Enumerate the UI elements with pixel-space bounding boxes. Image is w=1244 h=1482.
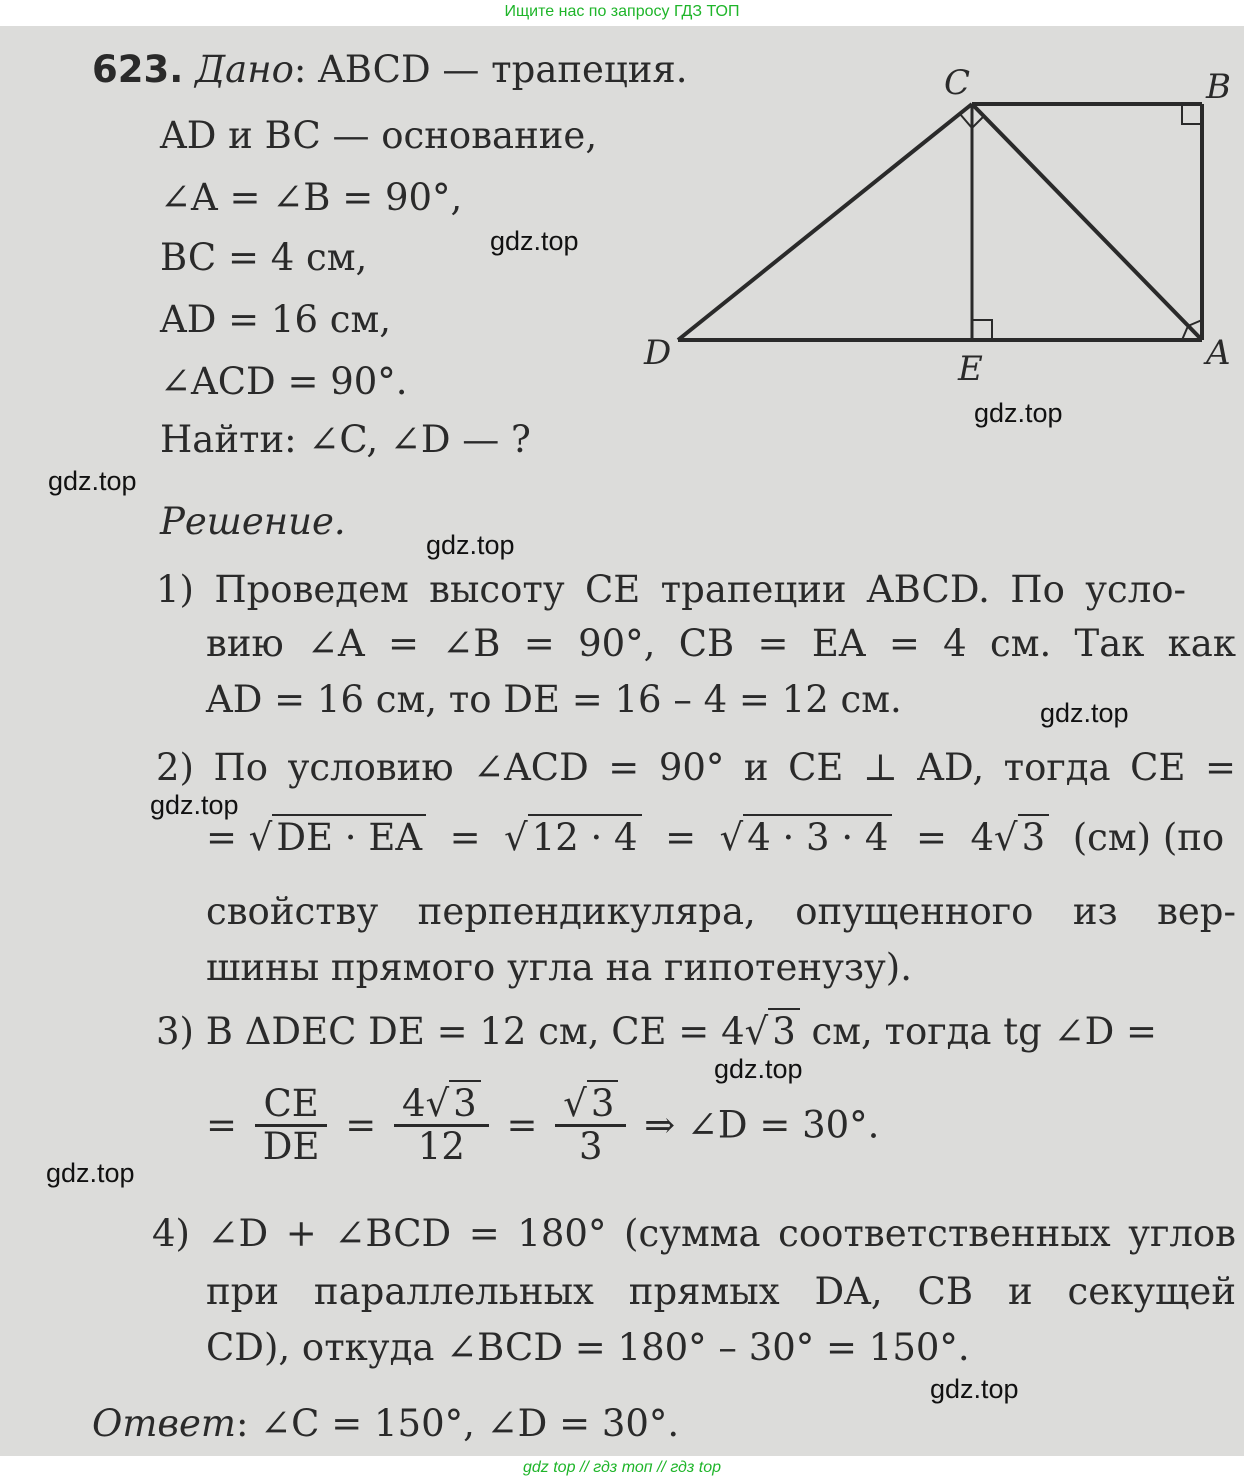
- top-banner: Ищите нас по запросу ГДЗ ТОП: [0, 0, 1244, 26]
- step4-line-1: 4) ∠D + ∠BCD = 180° (сумма соответственных углов: [152, 1212, 1236, 1255]
- watermark: gdz.top: [46, 1158, 135, 1188]
- vertex-label-b: B: [1206, 67, 1231, 107]
- step1-line-2: вию ∠A = ∠B = 90°, CB = EA = 4 см. Так как: [206, 622, 1236, 665]
- step3-line-1: 3) В ΔDEC DE = 12 см, CE = 4√ 3 см, тогда tg ∠D =: [156, 1010, 1157, 1053]
- fraction-4sqrt3-12: $\frac{4√ 3}{12}$: [394, 1084, 489, 1167]
- answer-label: Ответ: [92, 1402, 236, 1445]
- trapezoid-figure: [630, 46, 1244, 386]
- vertex-label-a: A: [1206, 333, 1231, 373]
- solution-heading: Решение.: [160, 500, 346, 543]
- bottom-banner: gdz top // гдз топ // гдз top: [0, 1456, 1244, 1482]
- step2-line-2: = √ DE · EA = √ 12 · 4 = √ 4 · 3 · 4 = 4√ 3 (см) (по: [206, 816, 1225, 859]
- fraction-ce-de: $\frac{CE}{DE}$: [255, 1084, 328, 1167]
- right-angle-mark-e: [972, 320, 992, 340]
- watermark: gdz.top: [426, 530, 515, 560]
- equals-sign: =: [206, 816, 238, 859]
- watermark: gdz.top: [930, 1374, 1019, 1404]
- watermark: gdz.top: [150, 790, 239, 820]
- find-line: Найти: ∠C, ∠D — ?: [160, 418, 531, 461]
- step1-line-3: AD = 16 см, то DE = 16 – 4 = 12 см.: [206, 678, 902, 721]
- watermark: gdz.top: [490, 226, 579, 256]
- sqrt-12-4: √ 12 · 4: [504, 816, 641, 860]
- diagonal-ca: [972, 104, 1202, 340]
- step2-line-1: 2) По условию ∠ACD = 90° и CE ⊥ AD, тогда CE =: [156, 746, 1236, 789]
- watermark: gdz.top: [974, 398, 1063, 428]
- answer-values: : ∠C = 150°, ∠D = 30°.: [235, 1402, 680, 1445]
- step2-line-2-tail: (см) (по: [1072, 816, 1225, 859]
- step4-line-3: CD), откуда ∠BCD = 180° – 30° = 150°.: [206, 1326, 970, 1369]
- result-coef: 4: [970, 816, 995, 859]
- given-line-5: ∠ACD = 90°.: [160, 360, 408, 403]
- step2-line-4: шины прямого угла на гипотенузу).: [206, 946, 912, 989]
- step3-line-2: = $\frac{CE}{DE}$ = $\frac{4√ 3}{12}$ = $\frac{√ 3}{3}$ ⇒ ∠D = 30°.: [206, 1082, 880, 1168]
- given-statement: : ABCD — трапеция.: [293, 48, 688, 91]
- watermark: gdz.top: [714, 1054, 803, 1084]
- step1-line-1: 1) Проведем высоту CE трапеции ABCD. По усло-: [156, 568, 1186, 611]
- sqrt-3-ce: √ 3: [745, 1010, 800, 1054]
- fraction-sqrt3-3: $\frac{√ 3}{3}$: [555, 1084, 626, 1167]
- problem-number: 623.: [92, 48, 184, 91]
- side-dc: [678, 104, 972, 340]
- given-line-1: AD и BC — основание,: [160, 114, 598, 157]
- sqrt-4-3-4: √ 4 · 3 · 4: [720, 816, 893, 860]
- vertex-label-c: C: [944, 63, 971, 103]
- given-line-4: AD = 16 см,: [160, 298, 392, 341]
- given-line-3: BC = 4 см,: [160, 236, 368, 279]
- answer-line: [92, 1402, 679, 1446]
- watermark: gdz.top: [48, 466, 137, 496]
- vertex-label-d: D: [644, 333, 672, 373]
- right-angle-mark-b: [1182, 104, 1202, 124]
- problem-header: [92, 48, 688, 92]
- sqrt-de-ea: √ DE · EA: [249, 816, 426, 860]
- textbook-page: [0, 26, 1244, 1456]
- watermark: gdz.top: [1040, 698, 1129, 728]
- vertex-label-e: E: [958, 349, 983, 386]
- step4-line-2: при параллельных прямых DA, CB и секущей: [206, 1270, 1236, 1313]
- sqrt-3: √ 3: [994, 816, 1049, 860]
- given-label: Дано: [195, 48, 294, 91]
- given-line-2: ∠A = ∠B = 90°,: [160, 176, 463, 219]
- step2-line-3: свойству перпендикуляра, опущенного из вер-: [206, 890, 1236, 933]
